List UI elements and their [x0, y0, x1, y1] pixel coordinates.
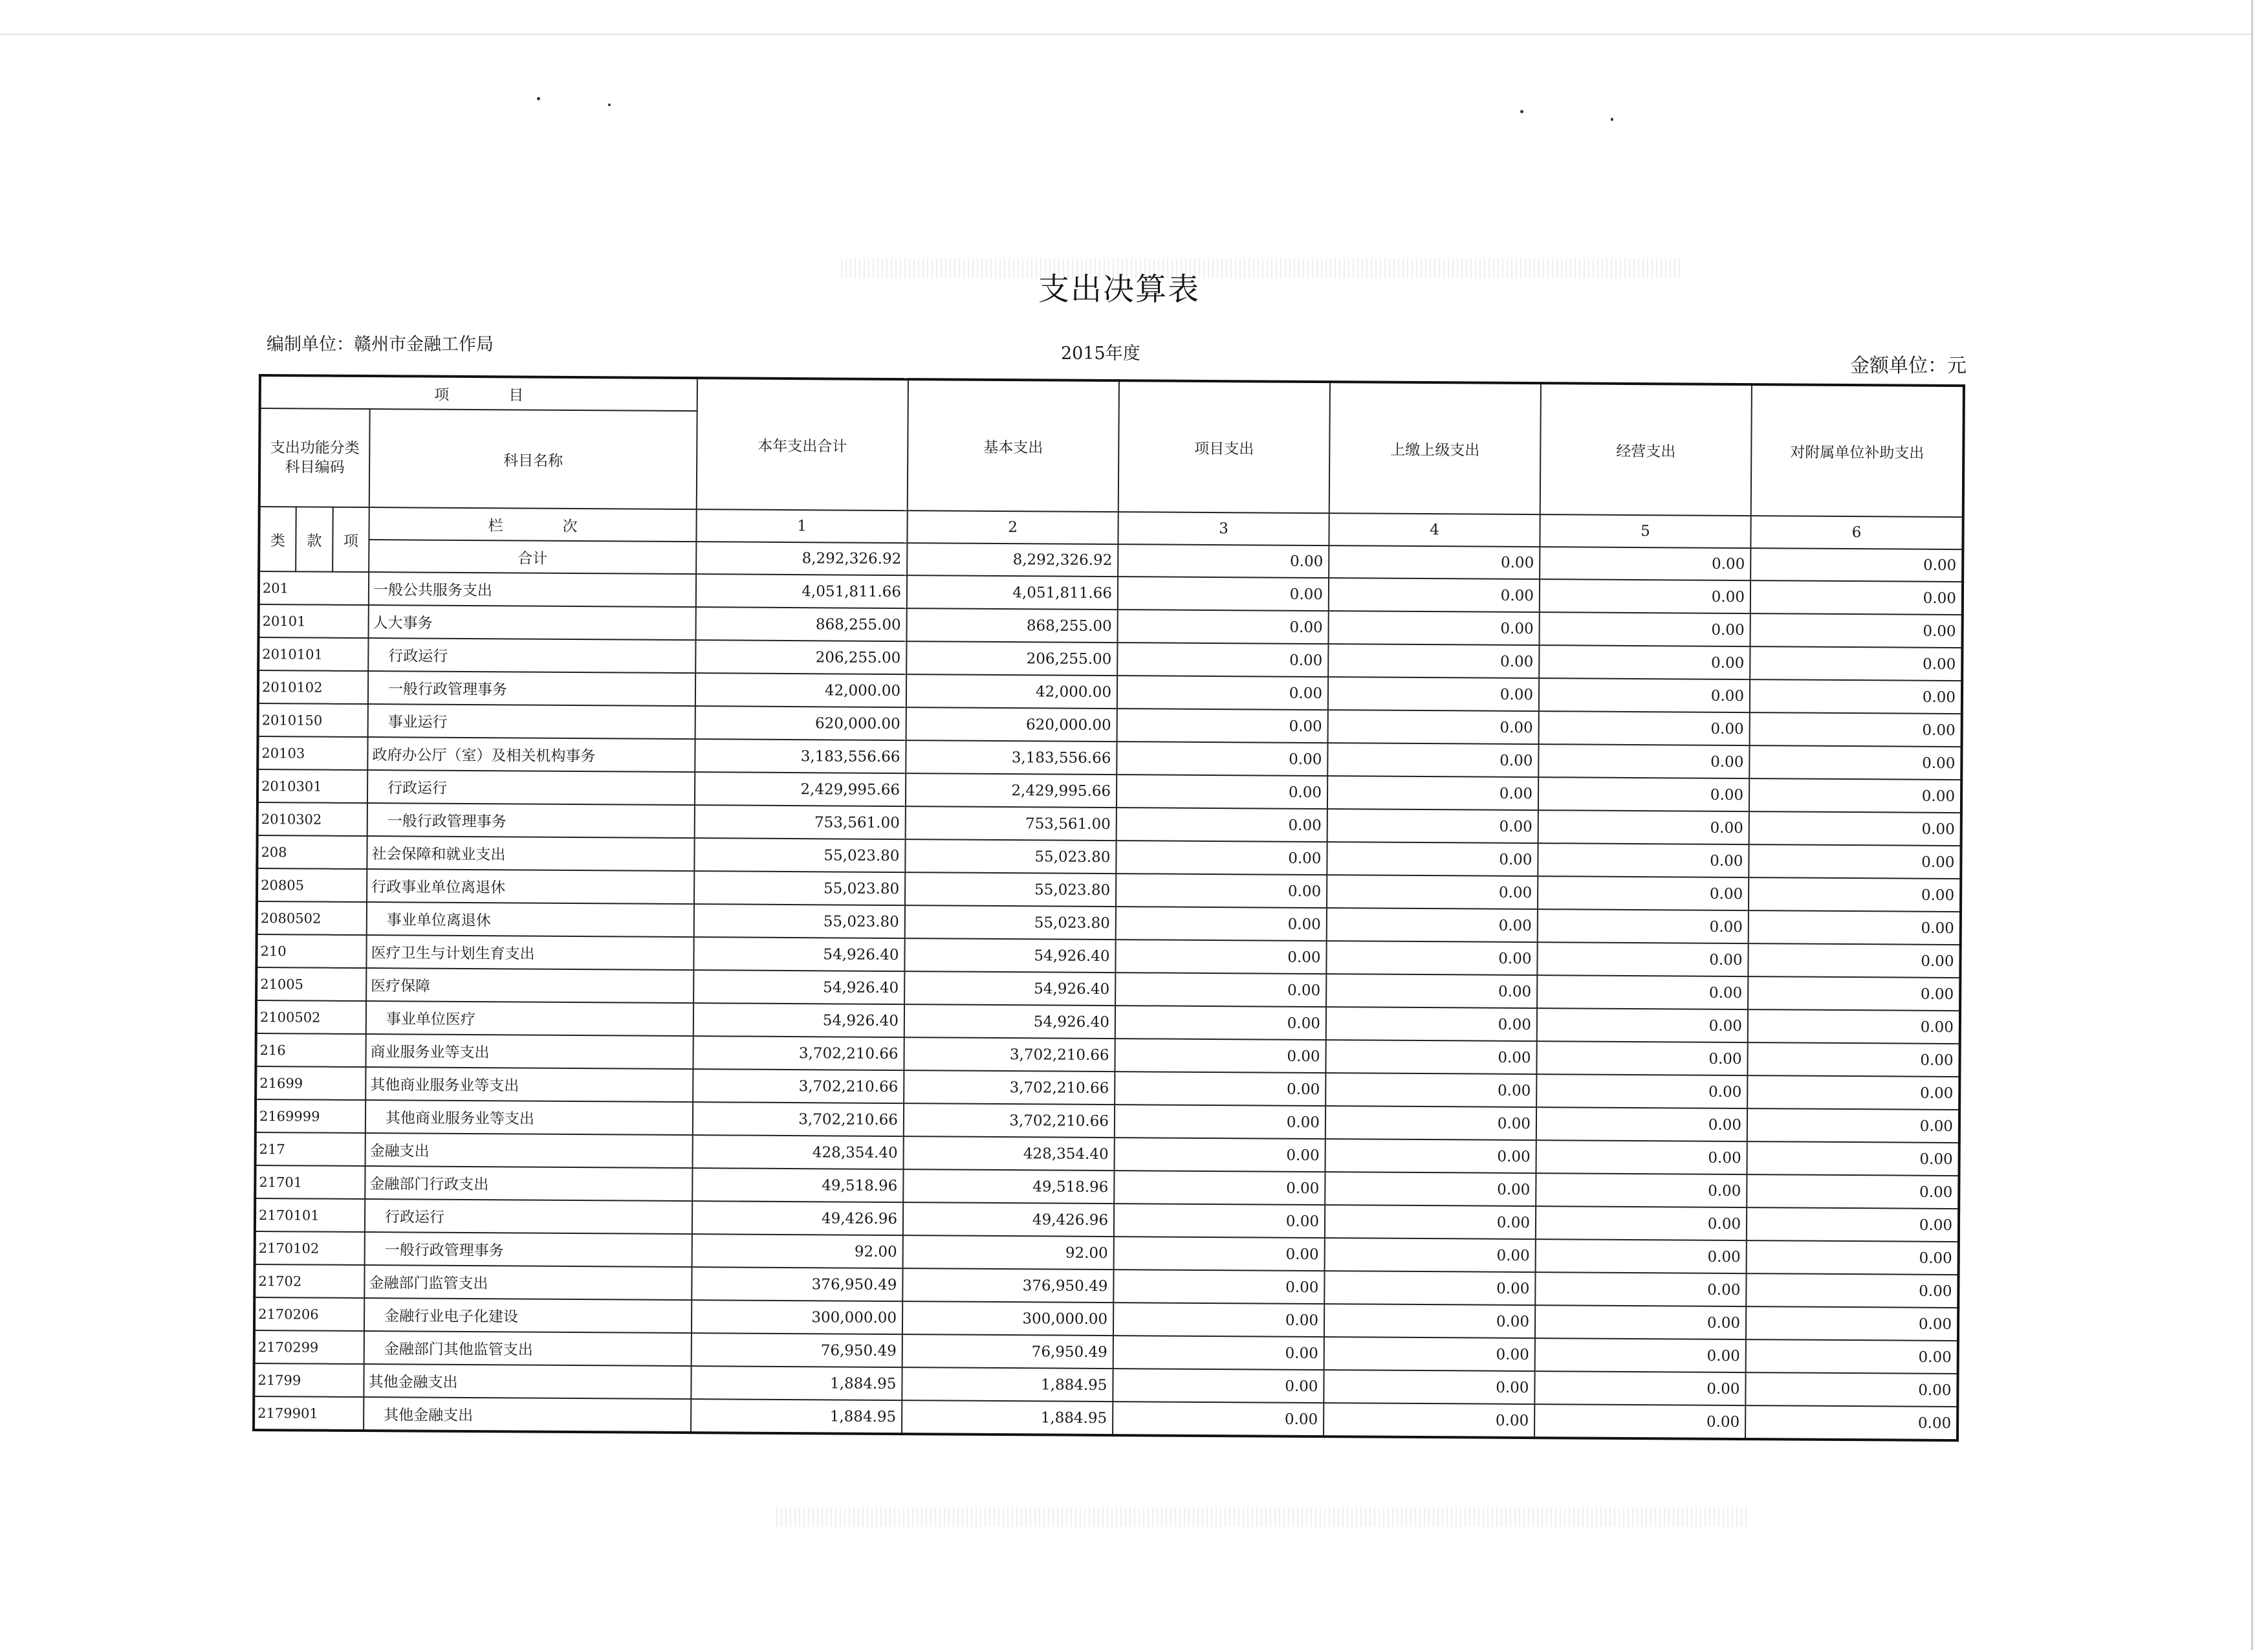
amount-col-6: 0.00 [1745, 1372, 1957, 1407]
amount-col-2: 620,000.00 [906, 707, 1117, 742]
subject-code: 201 [259, 571, 369, 605]
subject-name: 一般公共服务支出 [369, 572, 696, 607]
amount-col-5: 0.00 [1535, 1272, 1746, 1306]
amount-col-3: 0.00 [1114, 1171, 1325, 1205]
amount-col-5: 0.00 [1537, 942, 1748, 976]
amount-col-1: 49,518.96 [692, 1168, 903, 1202]
subject-name: 行政事业单位离退休 [367, 869, 694, 904]
scan-speck [537, 97, 540, 100]
subject-code: 2010301 [257, 769, 367, 803]
compiling-unit: 编制单位：赣州市金融工作局 [267, 335, 494, 355]
subject-code: 2100502 [256, 1000, 366, 1034]
subject-code: 2179901 [254, 1396, 364, 1431]
amount-col-2: 753,561.00 [906, 806, 1117, 841]
total-col-5: 0.00 [1540, 547, 1750, 580]
amount-col-6: 0.00 [1748, 1009, 1960, 1044]
amount-col-1: 55,023.80 [694, 838, 905, 872]
amount-col-2: 42,000.00 [906, 674, 1117, 709]
amount-col-5: 0.00 [1540, 579, 1750, 613]
amount-col-1: 76,950.49 [692, 1333, 902, 1367]
amount-col-5: 0.00 [1538, 876, 1749, 910]
subject-code: 208 [257, 835, 367, 869]
page-title: 支出决算表 [1038, 271, 1200, 307]
subject-name: 其他金融支出 [364, 1364, 691, 1399]
amount-col-2: 55,023.80 [905, 872, 1116, 907]
header-column-row: 栏 次 [369, 507, 696, 542]
amount-col-3: 0.00 [1115, 1105, 1325, 1139]
amount-col-5: 0.00 [1537, 975, 1748, 1009]
amount-col-3: 0.00 [1114, 1237, 1325, 1271]
subject-code: 21799 [254, 1363, 364, 1397]
header-col-5: 经营支出 [1540, 383, 1752, 516]
amount-col-2: 55,023.80 [905, 905, 1116, 940]
header-col-6: 对附属单位补助支出 [1751, 384, 1964, 517]
amount-col-3: 0.00 [1113, 1369, 1324, 1403]
amount-col-2: 3,702,210.66 [904, 1037, 1115, 1072]
amount-col-4: 0.00 [1327, 809, 1538, 843]
amount-col-2: 54,926.40 [904, 1004, 1115, 1039]
total-col-2: 8,292,326.92 [907, 543, 1118, 577]
amount-col-6: 0.00 [1747, 1207, 1959, 1242]
amount-col-1: 753,561.00 [695, 805, 906, 839]
amount-col-3: 0.00 [1117, 742, 1327, 776]
amount-col-5: 0.00 [1535, 1305, 1746, 1339]
subject-code: 2010150 [258, 703, 368, 737]
amount-col-5: 0.00 [1538, 810, 1749, 844]
amount-col-2: 54,926.40 [904, 938, 1115, 973]
header-col-3: 项目支出 [1118, 380, 1330, 513]
amount-col-3: 0.00 [1115, 1006, 1326, 1040]
column-number-1: 1 [696, 509, 907, 543]
subject-code: 2169999 [256, 1099, 365, 1133]
amount-col-5: 0.00 [1539, 645, 1750, 679]
amount-col-6: 0.00 [1748, 976, 1960, 1011]
amount-col-1: 3,702,210.66 [693, 1069, 904, 1103]
amount-col-3: 0.00 [1117, 610, 1328, 644]
amount-col-5: 0.00 [1536, 1239, 1747, 1273]
amount-col-3: 0.00 [1118, 577, 1329, 611]
amount-col-1: 42,000.00 [695, 673, 906, 707]
amount-col-3: 0.00 [1114, 1204, 1325, 1238]
amount-col-1: 1,884.95 [691, 1366, 902, 1400]
amount-col-1: 206,255.00 [695, 640, 906, 674]
amount-col-5: 0.00 [1536, 1074, 1747, 1108]
amount-col-4: 0.00 [1325, 1205, 1536, 1239]
fiscal-year: 2015年度 [1061, 344, 1140, 364]
amount-col-5: 0.00 [1534, 1404, 1745, 1439]
amount-col-2: 300,000.00 [902, 1301, 1113, 1336]
amount-col-6: 0.00 [1747, 1240, 1959, 1275]
amount-col-4: 0.00 [1326, 1007, 1537, 1041]
amount-col-3: 0.00 [1115, 1072, 1325, 1106]
subject-code: 20805 [257, 868, 367, 902]
amount-col-6: 0.00 [1747, 1141, 1959, 1176]
amount-col-5: 0.00 [1538, 744, 1749, 778]
column-number-5: 5 [1540, 514, 1750, 548]
amount-col-4: 0.00 [1329, 578, 1540, 612]
amount-col-1: 3,702,210.66 [693, 1102, 904, 1136]
subject-name: 行政运行 [367, 770, 695, 805]
subject-name: 政府办公厅（室）及相关机构事务 [367, 737, 695, 772]
amount-col-3: 0.00 [1115, 1039, 1325, 1073]
amount-col-6: 0.00 [1747, 1075, 1959, 1110]
amount-col-5: 0.00 [1539, 678, 1750, 712]
header-col-2: 基本支出 [908, 379, 1119, 512]
amount-col-4: 0.00 [1325, 1073, 1536, 1107]
amount-col-1: 4,051,811.66 [696, 574, 907, 608]
amount-col-4: 0.00 [1325, 1040, 1536, 1074]
amount-col-3: 0.00 [1117, 676, 1328, 710]
amount-col-5: 0.00 [1534, 1371, 1745, 1405]
amount-col-1: 620,000.00 [695, 706, 906, 740]
amount-col-2: 55,023.80 [905, 839, 1116, 874]
amount-col-6: 0.00 [1750, 646, 1962, 681]
amount-col-1: 376,950.49 [692, 1267, 902, 1301]
amount-col-1: 49,426.96 [692, 1201, 903, 1235]
amount-col-2: 206,255.00 [906, 641, 1117, 676]
subject-code: 20101 [259, 604, 369, 638]
amount-col-3: 0.00 [1115, 940, 1326, 974]
amount-col-5: 0.00 [1538, 909, 1749, 943]
amount-col-5: 0.00 [1536, 1206, 1747, 1240]
subject-name: 人大事务 [369, 605, 696, 640]
amount-col-3: 0.00 [1116, 874, 1327, 908]
amount-col-1: 2,429,995.66 [695, 772, 906, 806]
subject-code: 2010101 [258, 637, 368, 671]
amount-col-5: 0.00 [1537, 1008, 1748, 1042]
expenditure-table-wrap [252, 374, 1963, 1435]
subject-name: 金融行业电子化建设 [364, 1298, 692, 1333]
amount-col-1: 300,000.00 [692, 1300, 902, 1334]
header-kuan: 款 [296, 507, 333, 571]
scan-right-edge [2251, 0, 2253, 1650]
amount-col-6: 0.00 [1750, 679, 1962, 714]
subject-name: 医疗保障 [366, 968, 693, 1003]
amount-col-4: 0.00 [1326, 941, 1537, 975]
amount-col-6: 0.00 [1747, 1174, 1959, 1209]
column-number-3: 3 [1118, 512, 1329, 545]
subject-name: 医疗卫生与计划生育支出 [366, 935, 693, 970]
header-xiang: 项 [333, 507, 369, 572]
amount-col-3: 0.00 [1115, 1138, 1325, 1172]
subject-name: 金融部门行政支出 [365, 1166, 692, 1201]
amount-col-4: 0.00 [1327, 743, 1538, 777]
amount-col-2: 428,354.40 [904, 1136, 1115, 1171]
amount-col-6: 0.00 [1750, 580, 1963, 615]
amount-col-4: 0.00 [1327, 842, 1538, 876]
amount-col-6: 0.00 [1749, 877, 1961, 912]
amount-col-1: 3,702,210.66 [693, 1036, 904, 1070]
subject-name: 金融支出 [365, 1133, 693, 1168]
subject-code: 21701 [255, 1165, 365, 1199]
amount-col-3: 0.00 [1113, 1336, 1324, 1370]
amount-col-6: 0.00 [1748, 943, 1960, 978]
amount-col-3: 0.00 [1116, 907, 1327, 941]
total-label: 合计 [369, 540, 696, 574]
column-number-2: 2 [907, 511, 1118, 544]
amount-col-6: 0.00 [1749, 910, 1961, 945]
amount-col-1: 92.00 [692, 1234, 903, 1268]
total-col-6: 0.00 [1750, 548, 1963, 582]
header-code-group: 支出功能分类科目编码 [259, 408, 370, 507]
total-col-4: 0.00 [1329, 545, 1540, 579]
amount-unit: 金额单位：元 [1850, 355, 1967, 377]
amount-col-2: 376,950.49 [902, 1268, 1113, 1303]
amount-col-6: 0.00 [1749, 811, 1961, 846]
amount-col-3: 0.00 [1117, 775, 1327, 809]
amount-col-5: 0.00 [1535, 1338, 1746, 1372]
subject-code: 2170299 [254, 1330, 364, 1364]
subject-code: 2170206 [254, 1297, 364, 1331]
header-subject-name: 科目名称 [369, 409, 697, 509]
amount-col-3: 0.00 [1115, 973, 1326, 1007]
amount-col-2: 4,051,811.66 [907, 575, 1118, 610]
expenditure-table [252, 374, 1965, 1442]
subject-name: 金融部门其他监管支出 [364, 1331, 692, 1366]
amount-col-3: 0.00 [1113, 1303, 1324, 1337]
subject-name: 一般行政管理事务 [365, 1232, 692, 1267]
amount-col-2: 3,183,556.66 [906, 740, 1117, 775]
scan-noise [776, 1508, 1747, 1527]
amount-col-1: 55,023.80 [694, 904, 905, 938]
header-lei: 类 [259, 507, 296, 571]
header-col-1: 本年支出合计 [697, 378, 908, 511]
subject-name: 事业单位离退休 [367, 902, 694, 937]
amount-col-2: 1,884.95 [902, 1367, 1113, 1402]
amount-col-2: 76,950.49 [902, 1334, 1113, 1369]
amount-col-6: 0.00 [1749, 745, 1961, 780]
subject-code: 2080502 [257, 901, 367, 935]
amount-col-5: 0.00 [1536, 1041, 1747, 1075]
subject-code: 2170102 [255, 1231, 365, 1265]
amount-col-6: 0.00 [1750, 712, 1962, 747]
subject-name: 行政运行 [365, 1199, 692, 1234]
amount-col-6: 0.00 [1745, 1405, 1957, 1440]
subject-name: 事业运行 [368, 704, 695, 739]
amount-col-4: 0.00 [1325, 1106, 1536, 1140]
amount-col-4: 0.00 [1328, 677, 1539, 711]
amount-col-1: 54,926.40 [693, 970, 904, 1004]
amount-col-6: 0.00 [1746, 1306, 1958, 1341]
amount-col-5: 0.00 [1536, 1140, 1747, 1174]
subject-code: 210 [256, 934, 366, 968]
subject-code: 216 [256, 1033, 365, 1067]
amount-col-2: 92.00 [903, 1235, 1114, 1270]
amount-col-4: 0.00 [1325, 1139, 1536, 1173]
amount-col-1: 1,884.95 [691, 1399, 902, 1434]
scan-speck [1611, 118, 1613, 121]
subject-name: 社会保障和就业支出 [367, 836, 694, 871]
subject-code: 2010302 [257, 802, 367, 836]
amount-col-6: 0.00 [1746, 1273, 1958, 1308]
amount-col-5: 0.00 [1536, 1173, 1747, 1207]
amount-col-6: 0.00 [1749, 844, 1961, 879]
amount-col-1: 3,183,556.66 [695, 739, 906, 773]
amount-col-6: 0.00 [1746, 1339, 1958, 1374]
amount-col-4: 0.00 [1325, 1172, 1536, 1206]
amount-col-3: 0.00 [1117, 709, 1328, 743]
scan-speck [1520, 110, 1523, 113]
subject-name: 一般行政管理事务 [367, 803, 695, 838]
subject-code: 21702 [254, 1264, 364, 1298]
amount-col-1: 55,023.80 [694, 871, 905, 905]
subject-code: 20103 [257, 736, 367, 770]
amount-col-2: 3,702,210.66 [904, 1103, 1115, 1138]
subject-code: 217 [256, 1132, 365, 1166]
header-item: 项 目 [260, 375, 697, 411]
amount-col-4: 0.00 [1324, 1271, 1535, 1305]
total-col-1: 8,292,326.92 [696, 542, 907, 575]
subject-name: 其他商业服务业等支出 [365, 1100, 693, 1135]
amount-col-6: 0.00 [1747, 1042, 1959, 1077]
amount-col-2: 49,426.96 [903, 1202, 1114, 1237]
subject-code: 2170101 [255, 1198, 365, 1232]
column-number-4: 4 [1329, 513, 1540, 547]
column-number-6: 6 [1750, 516, 1963, 549]
subject-name: 行政运行 [368, 638, 695, 673]
amount-col-5: 0.00 [1539, 612, 1750, 646]
amount-col-2: 1,884.95 [902, 1400, 1113, 1435]
amount-col-5: 0.00 [1536, 1107, 1747, 1141]
amount-col-4: 0.00 [1327, 875, 1538, 909]
subject-name: 其他商业服务业等支出 [365, 1067, 693, 1102]
subject-code: 21005 [256, 967, 366, 1001]
amount-col-5: 0.00 [1539, 711, 1750, 745]
amount-col-4: 0.00 [1324, 1337, 1535, 1371]
amount-col-3: 0.00 [1113, 1402, 1324, 1436]
amount-col-4: 0.00 [1324, 1304, 1535, 1338]
amount-col-1: 54,926.40 [693, 937, 904, 971]
amount-col-4: 0.00 [1328, 611, 1539, 645]
subject-name: 一般行政管理事务 [368, 671, 695, 706]
amount-col-3: 0.00 [1117, 643, 1328, 677]
subject-code: 21699 [256, 1066, 365, 1100]
amount-col-3: 0.00 [1113, 1270, 1324, 1304]
subject-name: 其他金融支出 [364, 1397, 691, 1433]
scan-speck [608, 104, 611, 106]
amount-col-6: 0.00 [1747, 1108, 1959, 1143]
subject-name: 商业服务业等支出 [365, 1034, 693, 1069]
amount-col-4: 0.00 [1325, 1238, 1536, 1272]
amount-col-4: 0.00 [1324, 1403, 1534, 1438]
amount-col-3: 0.00 [1116, 841, 1327, 875]
scan-top-edge [0, 34, 2251, 35]
amount-col-1: 428,354.40 [693, 1135, 904, 1169]
amount-col-4: 0.00 [1326, 974, 1537, 1008]
amount-col-5: 0.00 [1538, 777, 1749, 811]
total-col-3: 0.00 [1118, 544, 1329, 578]
amount-col-4: 0.00 [1327, 908, 1538, 942]
amount-col-4: 0.00 [1328, 710, 1539, 744]
amount-col-4: 0.00 [1328, 644, 1539, 678]
subject-name: 金融部门监管支出 [364, 1265, 692, 1300]
subject-code: 2010102 [258, 670, 368, 704]
amount-col-6: 0.00 [1750, 613, 1962, 648]
amount-col-3: 0.00 [1117, 808, 1327, 842]
header-col-4: 上缴上级支出 [1329, 382, 1541, 514]
amount-col-1: 868,255.00 [696, 607, 907, 641]
amount-col-1: 54,926.40 [693, 1003, 904, 1037]
amount-col-2: 49,518.96 [903, 1169, 1114, 1204]
amount-col-5: 0.00 [1538, 843, 1749, 877]
amount-col-4: 0.00 [1327, 776, 1538, 810]
amount-col-2: 54,926.40 [904, 971, 1115, 1006]
amount-col-2: 3,702,210.66 [904, 1070, 1115, 1105]
amount-col-2: 868,255.00 [906, 608, 1117, 643]
amount-col-4: 0.00 [1324, 1370, 1534, 1404]
subject-name: 事业单位医疗 [366, 1001, 693, 1036]
amount-col-6: 0.00 [1749, 778, 1961, 813]
amount-col-2: 2,429,995.66 [906, 773, 1117, 808]
